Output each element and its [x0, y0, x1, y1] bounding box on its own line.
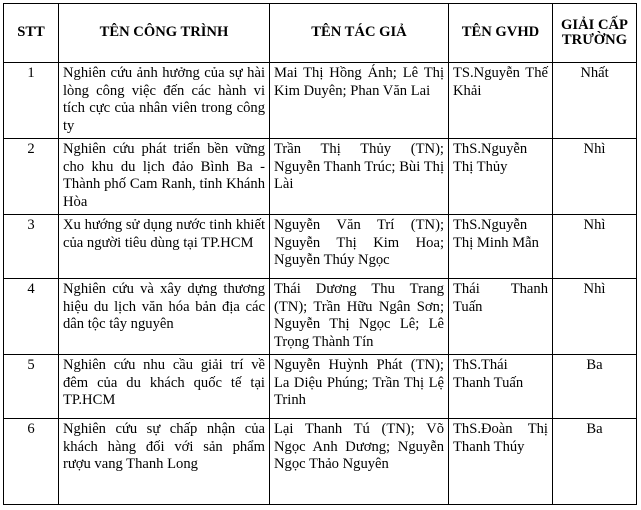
- header-row: [4, 4, 637, 63]
- row-award: Ba: [553, 419, 637, 505]
- table-row: [4, 63, 637, 139]
- header-authors: TÊN TÁC GIẢ: [270, 4, 449, 63]
- header-advisor: TÊN GVHD: [449, 4, 553, 63]
- row-authors: Lại Thanh Tú (TN); Võ Ngọc Anh Dương; Nguyễn Ngọc Thảo Nguyên: [270, 419, 449, 505]
- row-work-name: Nghiên cứu nhu cầu giải trí về đêm của du khách quốc tế tại TP.HCM: [59, 355, 270, 419]
- row-advisor: ThS.Đoàn Thị Thanh Thúy: [449, 419, 553, 505]
- row-stt: 6: [4, 419, 59, 505]
- awards-table: [3, 3, 637, 505]
- header-stt: STT: [4, 4, 59, 63]
- table-row: [4, 139, 637, 215]
- table-row: [4, 215, 637, 279]
- row-stt: 5: [4, 355, 59, 419]
- row-work-name: Nghiên cứu sự chấp nhận của khách hàng đối với sản phẩm rượu vang Thanh Long: [59, 419, 270, 505]
- row-work-name: Xu hướng sử dụng nước tinh khiết của người tiêu dùng tại TP.HCM: [59, 215, 270, 279]
- row-authors: Mai Thị Hồng Ánh; Lê Thị Kim Duyên; Phan Văn Lai: [270, 63, 449, 139]
- header-award: GIẢI CẤP TRƯỜNG: [553, 4, 637, 63]
- row-award: Nhì: [553, 139, 637, 215]
- row-authors: Nguyễn Huỳnh Phát (TN); La Diệu Phúng; Trần Thị Lệ Trinh: [270, 355, 449, 419]
- row-award: Ba: [553, 355, 637, 419]
- row-advisor: ThS.Nguyễn Thị Thủy: [449, 139, 553, 215]
- row-award: Nhất: [553, 63, 637, 139]
- header-work-name: TÊN CÔNG TRÌNH: [59, 4, 270, 63]
- row-authors: Nguyễn Văn Trí (TN); Nguyễn Thị Kim Hoa; Nguyễn Thúy Ngọc: [270, 215, 449, 279]
- table-row: [4, 355, 637, 419]
- row-authors: Trần Thị Thủy (TN); Nguyễn Thanh Trúc; Bùi Thị Lài: [270, 139, 449, 215]
- row-stt: 2: [4, 139, 59, 215]
- table-row: [4, 279, 637, 355]
- row-work-name: Nghiên cứu phát triển bền vững cho khu du lịch đảo Bình Ba - Thành phố Cam Ranh, tỉnh Khánh Hòa: [59, 139, 270, 215]
- row-stt: 1: [4, 63, 59, 139]
- row-advisor: ThS.Nguyễn Thị Minh Mẫn: [449, 215, 553, 279]
- table-row: [4, 419, 637, 505]
- row-advisor: ThS.Thái Thanh Tuấn: [449, 355, 553, 419]
- row-award: Nhì: [553, 279, 637, 355]
- row-authors: Thái Dương Thu Trang (TN); Trần Hữu Ngân Sơn; Nguyễn Thị Ngọc Lê; Lê Trọng Thành Tín: [270, 279, 449, 355]
- row-work-name: Nghiên cứu và xây dựng thương hiệu du lịch văn hóa bản địa các dân tộc tây nguyên: [59, 279, 270, 355]
- row-advisor: TS.Nguyễn Thế Khải: [449, 63, 553, 139]
- row-award: Nhì: [553, 215, 637, 279]
- row-stt: 3: [4, 215, 59, 279]
- row-work-name: Nghiên cứu ảnh hưởng của sự hài lòng công việc đến các hành vi tích cực của nhân viên trong công ty: [59, 63, 270, 139]
- row-stt: 4: [4, 279, 59, 355]
- row-advisor: Thái Thanh Tuấn: [449, 279, 553, 355]
